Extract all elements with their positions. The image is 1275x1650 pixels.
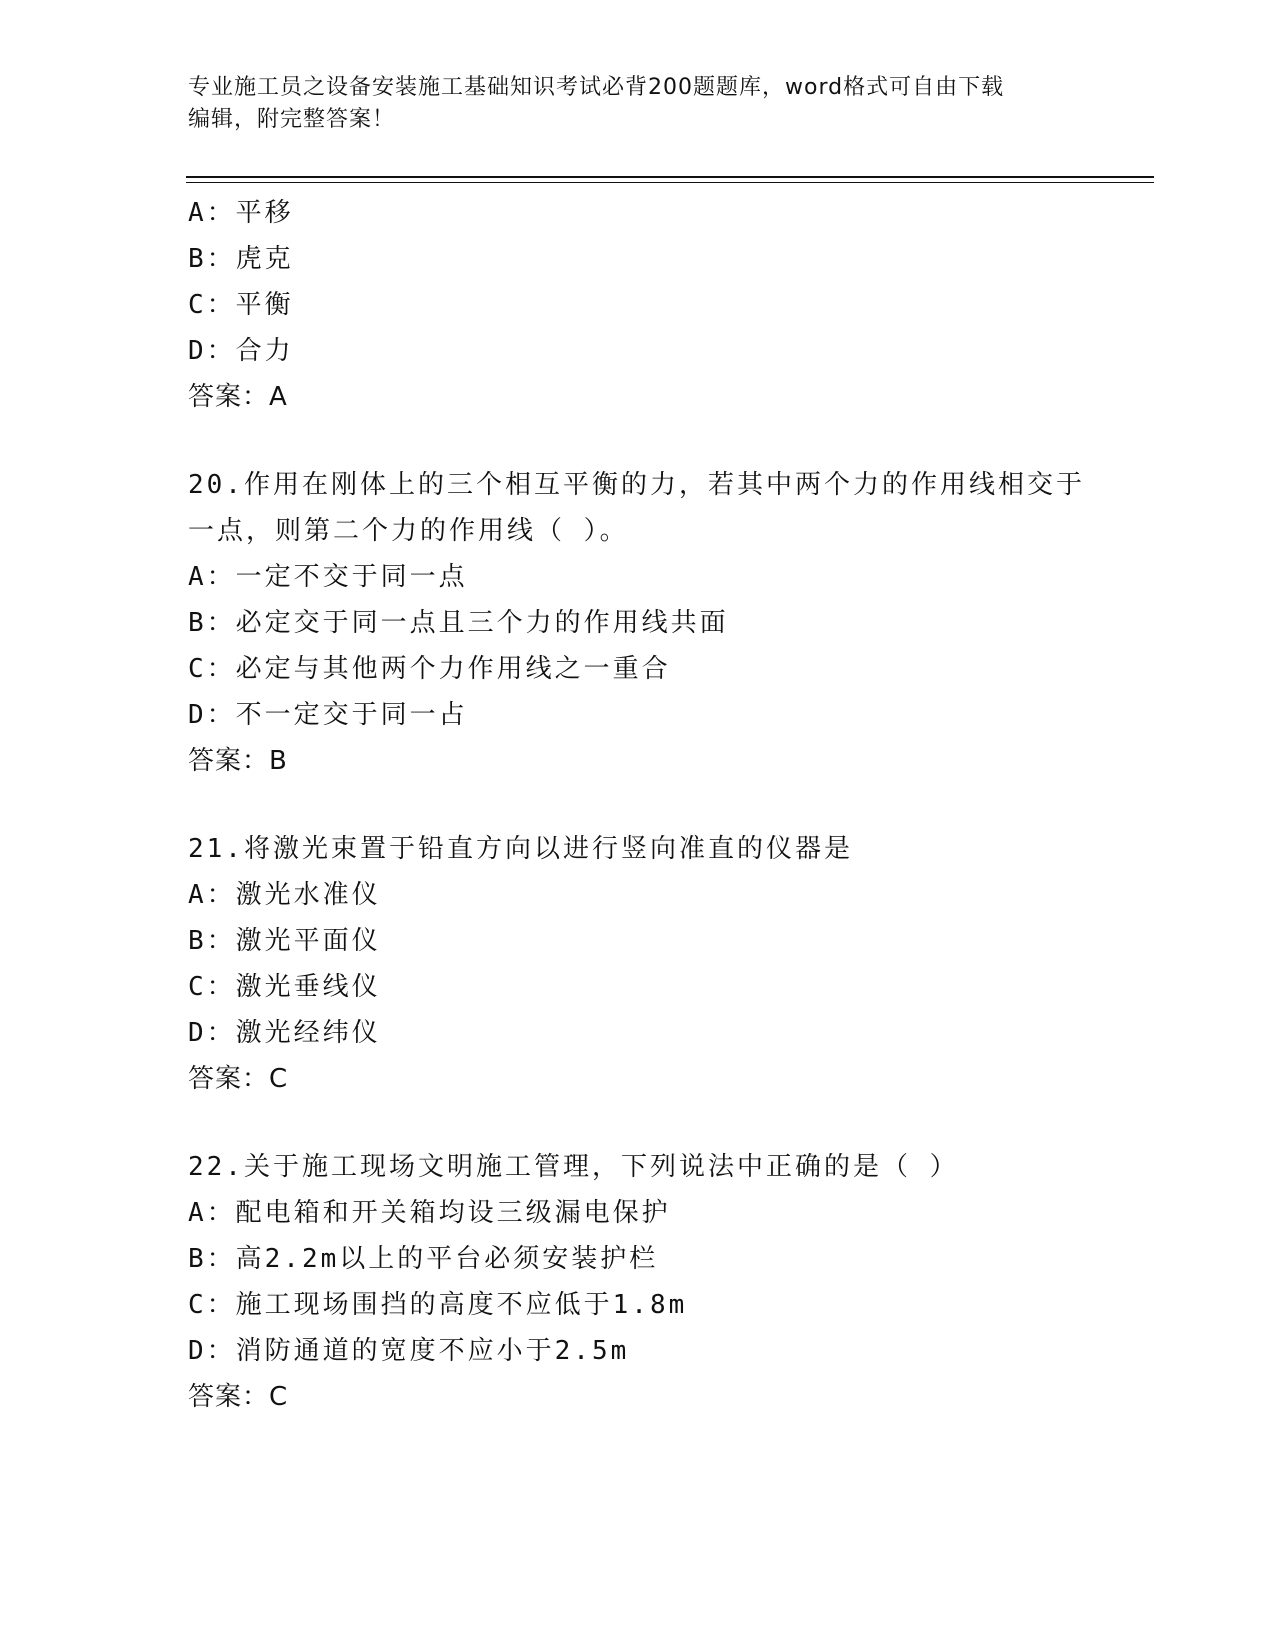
question-stem: 20.作用在刚体上的三个相互平衡的力，若其中两个力的作用线相交于 (188, 470, 1085, 500)
question-19-tail (188, 190, 1088, 420)
option-c: C：激光垂线仪 (188, 972, 381, 1002)
option-c: C：必定与其他两个力作用线之一重合 (188, 654, 671, 684)
question-content (188, 190, 1088, 1420)
header-line-1: 专业施工员之设备安装施工基础知识考试必背200题题库，word格式可自由下载 (188, 75, 1005, 100)
option-c: C：平衡 (188, 290, 294, 320)
option-a: A：平移 (188, 198, 294, 228)
answer: 答案：A (188, 382, 288, 412)
option-b: B：必定交于同一点且三个力的作用线共面 (188, 608, 729, 638)
option-d: D：不一定交于同一占 (188, 700, 468, 730)
option-a: A：激光水准仪 (188, 880, 381, 910)
answer: 答案：C (188, 1064, 289, 1094)
answer: 答案：B (188, 746, 288, 776)
page-header (188, 72, 1088, 136)
option-c: C：施工现场围挡的高度不应低于1.8m (188, 1290, 688, 1320)
option-b: B：虎克 (188, 244, 294, 274)
answer: 答案：C (188, 1382, 289, 1412)
question-21 (188, 826, 1088, 1102)
header-line-2: 编辑，附完整答案！ (188, 107, 396, 132)
question-20 (188, 462, 1088, 784)
question-stem-cont: 一点，则第二个力的作用线（ ）。 (188, 516, 629, 546)
header-rule-thin (186, 182, 1154, 183)
option-b: B：高2.2m以上的平台必须安装护栏 (188, 1244, 659, 1274)
option-d: D：合力 (188, 336, 294, 366)
question-stem: 22.关于施工现场文明施工管理，下列说法中正确的是（ ） (188, 1152, 959, 1182)
question-22 (188, 1144, 1088, 1420)
question-stem: 21.将激光束置于铅直方向以进行竖向准直的仪器是 (188, 834, 853, 864)
header-rule-thick (186, 176, 1154, 178)
option-d: D：激光经纬仪 (188, 1018, 381, 1048)
option-b: B：激光平面仪 (188, 926, 381, 956)
option-a: A：配电箱和开关箱均设三级漏电保护 (188, 1198, 671, 1228)
option-a: A：一定不交于同一点 (188, 562, 468, 592)
option-d: D：消防通道的宽度不应小于2.5m (188, 1336, 630, 1366)
